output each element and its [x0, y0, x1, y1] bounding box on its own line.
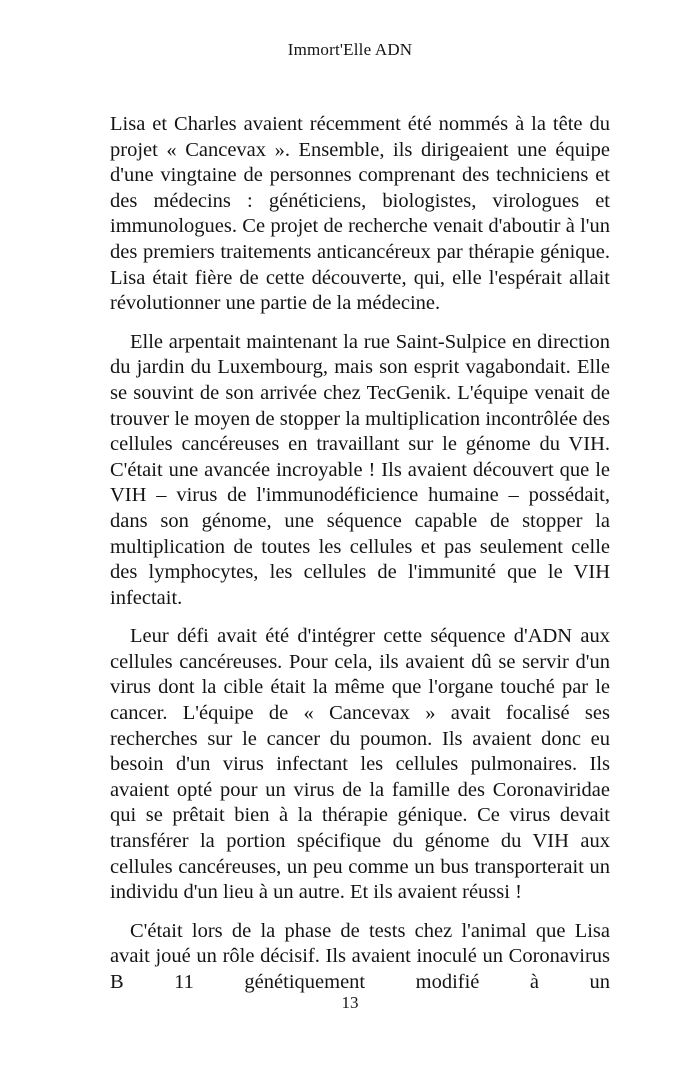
paragraph: C'était lors de la phase de tests chez l'animal que Lisa avait joué un rôle décisif. Ils avaient inoculé un Coronavirus B 11 génétiquement modifié à un — [110, 919, 610, 993]
page-number: 13 — [341, 993, 359, 1012]
running-header: Immort'Elle ADN — [287, 40, 413, 59]
body-text — [110, 112, 610, 996]
paragraph: Lisa et Charles avaient récemment été nommés à la tête du projet « Cancevax ». Ensemble, ils dirigeaient une équipe d'une vingtaine de personnes comprenant des techniciens et des médecins : généticiens, biologistes, virologues et immunologues. Ce projet de recherche venait d'aboutir à l'un des premiers traitements anticancéreux par thérapie génique. Lisa était fière de cette découverte, qui, elle l'espérait allait révolutionner une partie de la médecine. — [110, 113, 610, 315]
paragraph: Elle arpentait maintenant la rue Saint-Sulpice en direction du jardin du Luxembourg, mais son esprit vagabondait. Elle se souvint de son arrivée chez TecGenik. L'équipe venait de trouver le moyen de stopper la multiplication incontrôlée des cellules cancéreuses en travaillant sur le génome du VIH. C'était une avancée incroyable ! Ils avaient découvert que le VIH – virus de l'immunodéficience humaine – possédait, dans son génome, une séquence capable de stopper la multiplication de toutes les cellules et pas seulement celle des lymphocytes, les cellules de l'immunité que le VIH infectait. — [110, 330, 610, 609]
paragraph: Leur défi avait été d'intégrer cette séquence d'ADN aux cellules cancéreuses. Pour cela, ils avaient dû se servir d'un virus dont la cible était la même que l'organe touché par le cancer. L'équipe de « Cancevax » avait focalisé ses recherches sur le cancer du poumon. Ils avaient donc eu besoin d'un virus infectant les cellules pulmonaires. Ils avaient opté pour un virus de la famille des Coronaviridae qui se prêtait bien à la thérapie génique. Ce virus devait transférer la portion spécifique du génome du VIH aux cellules cancéreuses, un peu comme un bus transporterait un individu d'un lieu à un autre. Et ils avaient réussi ! — [110, 625, 610, 904]
